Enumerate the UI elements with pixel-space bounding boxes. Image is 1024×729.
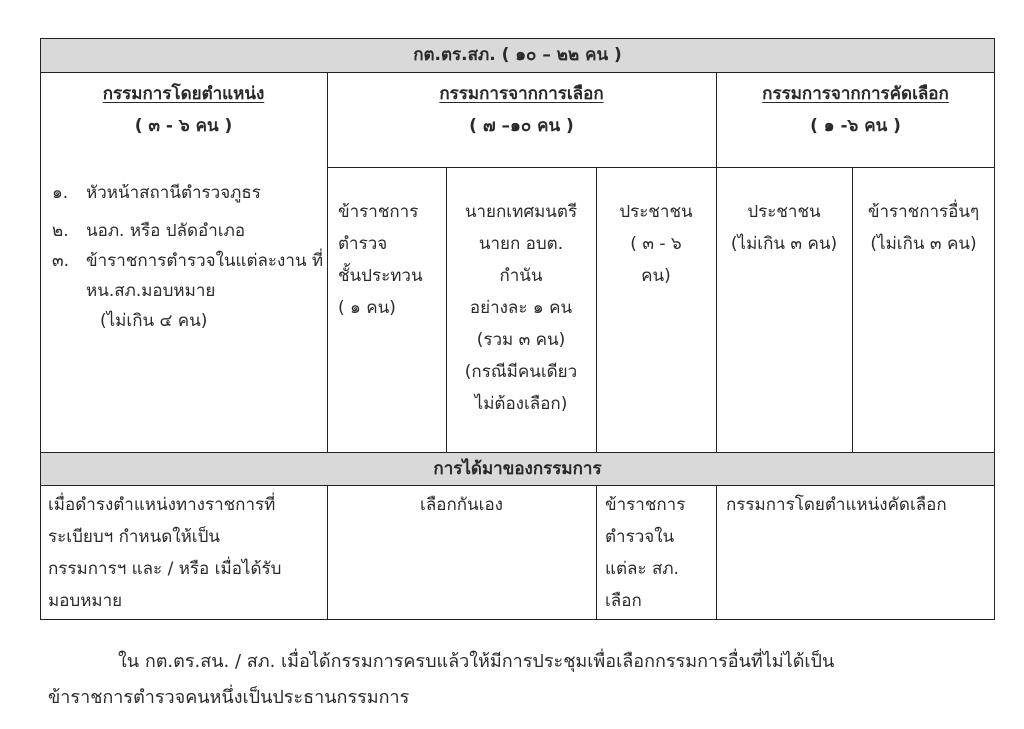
acquisition-selected-cell: กรรมการโดยตำแหน่งคัดเลือก (726, 495, 947, 515)
acquisition-title: การได้มาของกรรมการ (433, 459, 602, 479)
acquisition-police-cell: ข้าราชการ ตำรวจใน แต่ละ สภ. เลือก (605, 495, 686, 611)
elected-count: ( ๗ –๑๐ คน ) (469, 116, 574, 136)
acquisition-elected-cell: เลือกกันเอง (420, 495, 503, 515)
selected-public-cell: ประชาชน (ไม่เกิน ๓ คน) (730, 202, 838, 254)
selected-heading: กรรมการจากการคัดเลือก (762, 84, 949, 104)
list-item: ๓. ข้าราชการตำรวจในแต่ละงาน ที่ หน.สภ.มอบหมาย (52, 251, 324, 301)
committee-structure-table (40, 38, 995, 620)
footnote-line-1: ใน กต.ตร.สน. / สภ. เมื่อได้กรรมการครบแล้วให้มีการประชุมเพื่อเลือกกรรมการอื่นที่ไม่ได้เป็น (118, 651, 835, 672)
elected-public-cell: ประชาชน ( ๓ - ๖ คน) (619, 202, 693, 286)
ex-officio-count: ( ๓ - ๖ คน ) (134, 116, 233, 136)
footnote (48, 644, 948, 716)
elected-police-cell: ข้าราชการ ตำรวจ ชั้นประทวน ( ๑ คน) (338, 202, 423, 318)
elected-heading: กรรมการจากการเลือก (439, 84, 604, 104)
ex-officio-limit: (ไม่เกิน ๔ คน) (100, 311, 208, 331)
selected-count: ( ๑ -๖ คน ) (810, 116, 901, 136)
ex-officio-list (52, 178, 332, 336)
main-title: กต.ตร.สภ. ( ๑๐ – ๒๒ คน ) (413, 45, 622, 65)
footnote-line-2: ข้าราชการตำรวจคนหนึ่งเป็นประธานกรรมการ (48, 687, 410, 708)
list-item: ๑. หัวหน้าสถานีตำรวจภูธร (52, 183, 261, 203)
ex-officio-heading: กรรมการโดยตำแหน่ง (102, 84, 265, 104)
acquisition-ex-officio-cell: เมื่อดำรงตำแหน่งทางราชการที่ ระเบียบฯ กำหนดให้เป็น กรรมการฯ และ / หรือ เมื่อได้รับ มอบหมาย (48, 495, 282, 611)
selected-other-cell: ข้าราชการอื่นๆ (ไม่เกิน ๓ คน) (867, 202, 980, 254)
list-item: ๒. นอภ. หรือ ปลัดอำเภอ (52, 221, 246, 241)
elected-officials-cell: นายกเทศมนตรี นายก อบต. กำนัน อย่างละ ๑ คน (รวม ๓ คน) (กรณีมีคนเดียว ไม่ต้องเลือก) (464, 202, 578, 414)
